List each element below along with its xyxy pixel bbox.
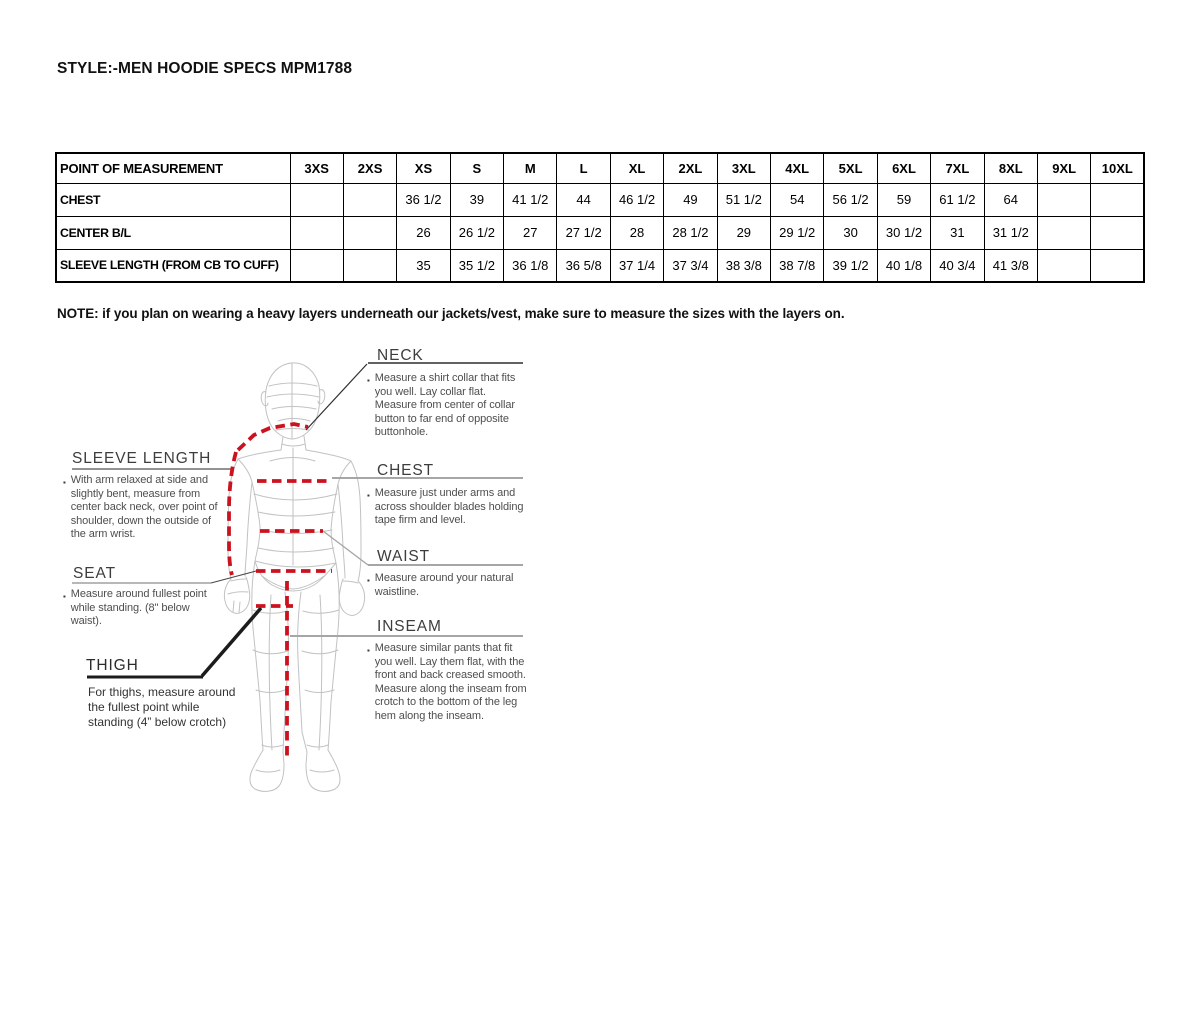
column-header: 5XL	[824, 153, 877, 183]
cell: 40 3/4	[931, 249, 984, 282]
row-label: SLEEVE LENGTH (FROM CB TO CUFF)	[56, 249, 290, 282]
waist-label: WAIST	[377, 548, 431, 565]
column-header: 9XL	[1037, 153, 1090, 183]
cell: 41 1/2	[504, 183, 557, 216]
seat-label: SEAT	[73, 565, 116, 582]
column-header: S	[450, 153, 503, 183]
cell: 59	[877, 183, 930, 216]
column-header: 6XL	[877, 153, 930, 183]
cell: 37 1/4	[610, 249, 663, 282]
cell: 37 3/4	[664, 249, 717, 282]
cell: 64	[984, 183, 1037, 216]
column-header: 7XL	[931, 153, 984, 183]
cell: 39	[450, 183, 503, 216]
cell: 56 1/2	[824, 183, 877, 216]
cell: 36 5/8	[557, 249, 610, 282]
bullet-icon: ▪	[63, 592, 66, 601]
cell: 38 7/8	[771, 249, 824, 282]
bullet-icon: ▪	[367, 376, 370, 385]
cell: 28 1/2	[664, 216, 717, 249]
cell: 35	[397, 249, 450, 282]
bullet-icon: ▪	[367, 491, 370, 500]
mannequin-wireframe	[224, 363, 364, 791]
column-header: 10XL	[1091, 153, 1144, 183]
cell: 35 1/2	[450, 249, 503, 282]
cell: 41 3/8	[984, 249, 1037, 282]
column-header: XS	[397, 153, 450, 183]
cell: 30 1/2	[877, 216, 930, 249]
cell: 61 1/2	[931, 183, 984, 216]
inseam-label: INSEAM	[377, 618, 442, 635]
cell: 44	[557, 183, 610, 216]
column-header: M	[504, 153, 557, 183]
neck-leader-line	[306, 364, 367, 430]
neck-description: ▪ Measure a shirt collar that fits you well. Lay collar flat. Measure from center of collar button to far end of opposite buttonhole.	[367, 372, 516, 439]
neck-label: NECK	[377, 347, 424, 364]
cell: 49	[664, 183, 717, 216]
bullet-icon: ▪	[63, 478, 66, 487]
cell: 29	[717, 216, 770, 249]
sleeve-measure-line	[229, 452, 236, 575]
sleeve-length-label: SLEEVE LENGTH	[72, 450, 212, 467]
cell: 38 3/8	[717, 249, 770, 282]
waist-description: ▪ Measure around your natural waistline.	[367, 572, 514, 598]
column-header: 8XL	[984, 153, 1037, 183]
seat-leader-line	[211, 571, 256, 583]
cell: 26 1/2	[450, 216, 503, 249]
column-header: POINT OF MEASUREMENT	[56, 153, 290, 183]
thigh-label: THIGH	[86, 657, 139, 674]
cell: 29 1/2	[771, 216, 824, 249]
cell: 26	[397, 216, 450, 249]
cell: 46 1/2	[610, 183, 663, 216]
cell: 39 1/2	[824, 249, 877, 282]
cell: 51 1/2	[717, 183, 770, 216]
column-header: 3XL	[717, 153, 770, 183]
cell: 31 1/2	[984, 216, 1037, 249]
cell: 27 1/2	[557, 216, 610, 249]
cell: 27	[504, 216, 557, 249]
column-header: 3XS	[290, 153, 343, 183]
inseam-description: ▪ Measure similar pants that fit you well. Lay them flat, with the front and back creased smooth. Measure along the inseam from crotch to the bottom of the leg hem along the inseam.	[367, 642, 527, 722]
chest-description: ▪ Measure just under arms and across shoulder blades holding tape firm and level.	[367, 487, 524, 527]
bullet-icon: ▪	[367, 646, 370, 655]
cell: 36 1/2	[397, 183, 450, 216]
row-label: CENTER B/L	[56, 216, 290, 249]
cell: 54	[771, 183, 824, 216]
cell: 30	[824, 216, 877, 249]
measurement-lines	[229, 424, 332, 757]
column-header: 4XL	[771, 153, 824, 183]
row-label: CHEST	[56, 183, 290, 216]
cell: 31	[931, 216, 984, 249]
cell: 36 1/8	[504, 249, 557, 282]
column-header: 2XS	[343, 153, 396, 183]
note-text: NOTE: if you plan on wearing a heavy layers underneath our jackets/vest, make sure to measure the sizes with the layers on.	[57, 306, 845, 321]
column-header: L	[557, 153, 610, 183]
column-header: 2XL	[664, 153, 717, 183]
chest-label: CHEST	[377, 462, 435, 479]
bullet-icon: ▪	[367, 576, 370, 585]
cell: 28	[610, 216, 663, 249]
seat-description: ▪ Measure around fullest point while standing. (8" below waist).	[63, 588, 207, 628]
sleeve-length-description: ▪ With arm relaxed at side and slightly bent, measure from center back neck, over point of shoulder, down the outside of the arm wrist.	[63, 474, 218, 541]
thigh-description: For thighs, measure around the fullest point while standing (4” below crotch)	[88, 685, 236, 729]
cell: 40 1/8	[877, 249, 930, 282]
column-header: XL	[610, 153, 663, 183]
page-title: STYLE:-MEN HOODIE SPECS MPM1788	[57, 60, 353, 77]
